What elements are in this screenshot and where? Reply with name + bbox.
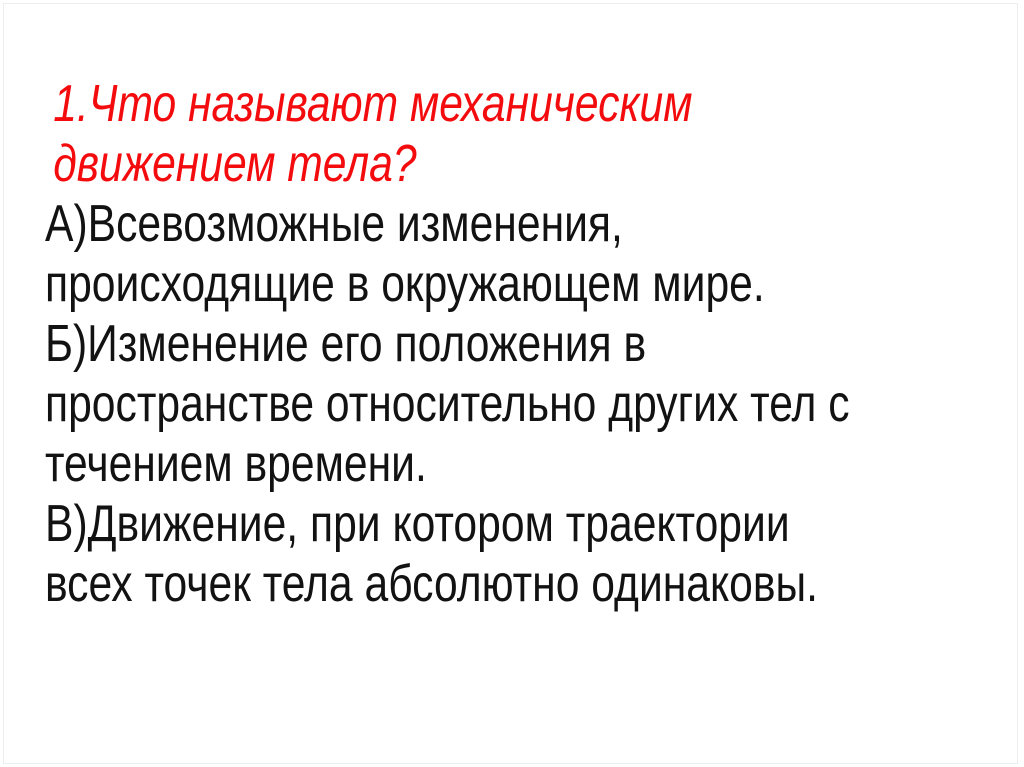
option-b-line-2: пространстве относительно других тел с — [45, 375, 850, 433]
option-v-line-1: В)Движение, при котором траектории — [45, 495, 790, 553]
option-a-line-1: А)Всевозможные изменения, — [45, 195, 623, 253]
option-v-line-2: всех точек тела абсолютно одинаковы. — [45, 555, 819, 613]
option-b-line-3: течением времени. — [45, 435, 427, 493]
option-b-line-1: Б)Изменение его положения в — [45, 315, 647, 373]
question-line-1: 1.Что называют механическим — [53, 75, 693, 133]
option-a-line-2: происходящие в окружающем мире. — [45, 255, 765, 313]
question-line-2: движением тела? — [53, 135, 417, 193]
slide-text-block — [45, 74, 1024, 614]
